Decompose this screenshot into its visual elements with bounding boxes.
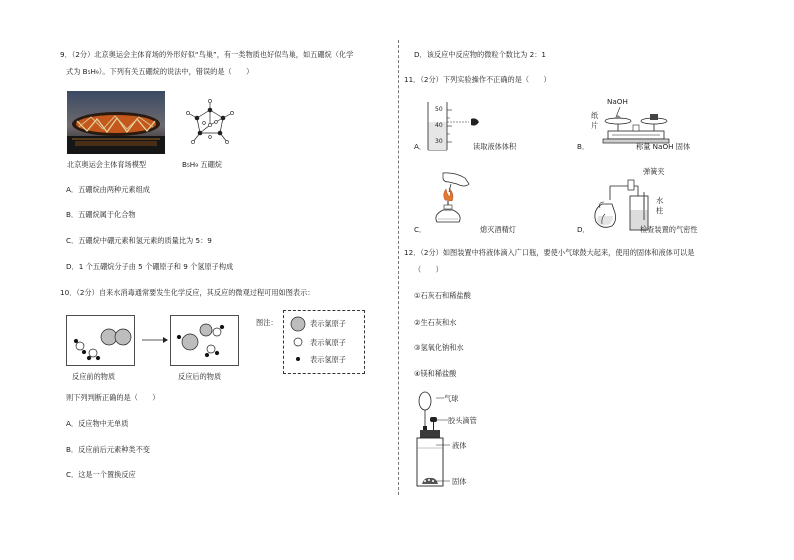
q9-option-b[interactable]: B．五硼烷属于化合物 [66,210,136,219]
q11-option-b-letter[interactable]: B． [577,142,590,151]
alcohol-lamp-diagram [425,170,475,230]
legend-hydrogen: 表示氢原子 [310,355,346,364]
q9-option-c[interactable]: C．五硼烷中硼元素和氢元素的质量比为 5：9 [66,236,212,245]
q10-option-c[interactable]: C．这是一个置换反应 [66,470,136,479]
scale-50: 50 [435,106,443,113]
leader-lines [436,394,459,485]
q10-option-d[interactable]: D．该反应中反应物的微粒个数比为 2：1 [414,50,546,59]
q10-question: 则下列判断正确的是（ ） [66,393,160,402]
q12-stem-line2: （ ） [414,265,443,274]
legend-title: 图注： [256,318,278,327]
q11-option-a-letter[interactable]: A． [414,142,427,151]
naoh-label: NaOH [607,97,628,106]
scale-30: 30 [435,138,443,145]
reaction-diagram [66,315,241,367]
q9-option-a[interactable]: A．五硼烷由两种元素组成 [66,185,150,194]
water-column-label-1: 水 [656,196,664,205]
molecule-caption: B₅H₉ 五硼烷 [182,160,222,169]
q10-option-b[interactable]: B．反应前后元素种类不变 [66,445,150,454]
q10-option-a[interactable]: A．反应物中无单质 [66,419,129,428]
q11-option-d-caption: 检查装置的气密性 [640,225,698,234]
label-solid: 固体 [452,477,467,486]
label-dropper: 胶头滴管 [448,416,477,425]
b5h9-molecule-diagram [180,95,240,151]
eye-icon [471,118,479,125]
q12-item-3: ③氢氧化钠和水 [414,343,464,352]
q9-stem-line1: 9．（2分）北京奥运会主体育场的外形好似“鸟巢”，有一类物质也好似鸟巢，如五硼烷（化学 [60,50,354,59]
q10-stem: 10．（2分）自来水消毒通常要发生化学反应，其反应的微观过程可用如图表示： [60,288,315,297]
q9-stem-line2: 式为 B₅H₉）。下列有关五硼烷的说法中，错误的是（ ） [66,67,254,76]
q12-stem-line1: 12．（2分）如图装置中将液体滴入广口瓶，要使小气球鼓大起来，使用的固体和液体可以是 [404,248,695,257]
paper-label-2: 片 [591,121,599,130]
label-balloon: 气球 [444,394,459,403]
clip-label: 弹簧夹 [643,167,665,176]
q12-item-4: ④镁和稀盐酸 [414,369,457,378]
q11-option-c-letter[interactable]: C． [414,225,427,234]
after-caption: 反应后的物质 [178,372,222,381]
legend-chlorine: 表示氯原子 [310,319,346,328]
q11-option-c-caption: 熄灭酒精灯 [480,225,516,234]
q11-option-a-caption: 读取液体体积 [473,142,517,151]
legend-oxygen: 表示氧原子 [310,338,346,347]
hydrogen-atom-icon [296,357,300,361]
q12-item-2: ②生石灰和水 [414,318,457,327]
before-caption: 反应前的物质 [72,372,116,381]
q9-option-d[interactable]: D．1 个五硼烷分子由 5 个硼原子和 9 个氢原子构成 [66,262,234,271]
column-divider [398,40,399,495]
q11-option-b-caption: 称量 NaOH 固体 [636,142,691,151]
q12-item-1: ①石灰石和稀盐酸 [414,291,471,300]
water-column-label-2: 柱 [656,206,664,215]
legend-box [283,310,365,374]
stadium-photo [67,91,165,154]
scale-40: 40 [435,122,443,129]
q11-option-d-letter[interactable]: D． [577,225,590,234]
paper-label-1: 纸 [591,111,599,120]
balloon-icon [419,392,431,410]
q11-stem: 11．（2分）下列实验操作不正确的是（ ） [404,75,551,84]
chlorine-atom-icon [291,317,305,331]
photo-caption: 北京奥运会主体育场模型 [67,160,147,169]
oxygen-atom-icon [294,338,302,346]
label-liquid: 液体 [452,441,467,450]
